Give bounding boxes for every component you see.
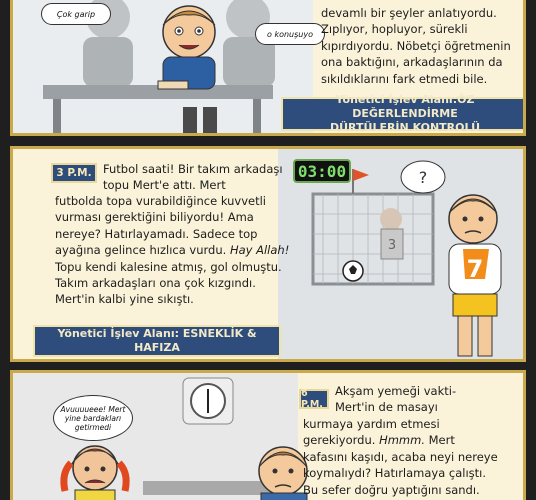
jersey-number-7: 7 — [466, 255, 484, 283]
italic-exclaim: Hay Allah! — [229, 243, 290, 258]
panel-dinner — [10, 370, 526, 500]
panel-lunch — [10, 0, 526, 136]
speech-bubble-girl: Avuuuueee! Mert yine bardakları getirmedi — [53, 395, 133, 441]
panel-soccer — [10, 146, 526, 362]
panel2-text-top — [103, 161, 303, 194]
banner-line: DÜRTÜLERİN KONTROLÜ — [329, 121, 481, 134]
panel2-text-body — [55, 193, 305, 308]
text-line: nereye? Hatırlayamadı. Sadece top — [55, 226, 258, 241]
text-span: gerekiyordu. Hmmm. Mert — [303, 433, 455, 448]
text-line: futbolda topa vurabildiğince kuvvetli — [55, 194, 266, 208]
time-tag-6pm: 6 P.M. — [299, 389, 329, 409]
italic-word: Hmmm. — [379, 433, 425, 448]
panel3-text-body — [303, 416, 526, 498]
time-tag-3pm: 3 P.M. — [51, 163, 97, 183]
panel1-text — [321, 5, 526, 87]
text-line: kıpırdıyordu. Nöbetçi öğretmenin — [321, 38, 511, 53]
text-span: ayağına gelince hızlıca vurdu. — [55, 243, 227, 258]
text-line: kurmaya yardım etmesi — [303, 417, 440, 431]
text-line: Mert'in kalbi yine sıkıştı. — [55, 292, 194, 307]
text-line: Futbol saati! Bir takım arkadaşı — [103, 162, 283, 176]
text-line: koymalıydı? Hatırlamaya çalıştı. — [303, 466, 487, 481]
jersey-number-3: 3 — [387, 238, 397, 253]
scoreboard-clock: 03:00 — [293, 159, 351, 183]
text-line: Akşam yemeği vakti- — [335, 384, 457, 398]
speech-bubble-right: o konuşuyo — [255, 23, 325, 45]
text-line: devamlı bir şeyler anlatıyordu. — [321, 6, 497, 20]
text-line: Topu kendi kalesine atmış, gol olmuştu. — [55, 259, 282, 274]
text-line — [303, 432, 526, 448]
executive-function-banner: Yönetici İşlev Alanı: ESNEKLİK & HAFIZA — [33, 325, 281, 357]
speech-bubble-left: Çok garip — [41, 3, 111, 25]
executive-function-banner — [281, 93, 526, 134]
text-line: vurması gerektiğini biliyordu! Ama — [55, 210, 254, 225]
svg-text:?: ? — [418, 168, 428, 187]
panel3-text-top — [335, 383, 526, 416]
text-line: topu Mert'e attı. Mert — [103, 178, 226, 193]
text-line: sıkıldıklarını fark etmedi bile. — [321, 71, 488, 86]
text-line — [55, 242, 305, 258]
text-line: ona baktığını, arkadaşlarının da — [321, 55, 503, 70]
text-line: Bu sefer doğru yaptığını sandı. — [303, 482, 480, 497]
banner-line: Yönetici İşlev Alanı:ÖZ DEĞERLENDİRME — [335, 93, 475, 120]
text-line: Takım arkadaşları ona çok kızgındı. — [55, 276, 256, 291]
text-line: Mert'in de masayı — [335, 400, 438, 415]
text-line: kafasını kaşıdı, acaba neyi nereye — [303, 449, 498, 464]
text-line: Zıplıyor, hopluyor, sürekli — [321, 22, 468, 37]
